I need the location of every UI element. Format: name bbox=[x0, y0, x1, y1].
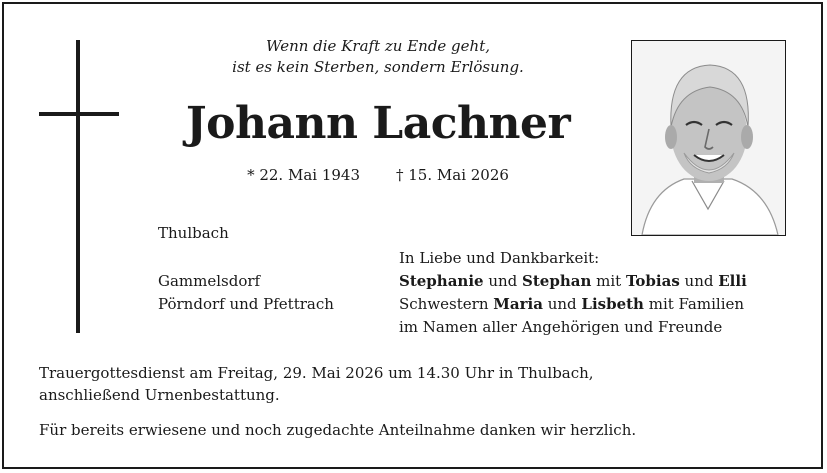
death-date: † 15. Mai 2026 bbox=[396, 166, 509, 184]
mourner-elli: Elli bbox=[718, 272, 747, 290]
portrait-photo-image bbox=[632, 41, 785, 235]
mourner-stephanie: Stephanie bbox=[399, 272, 484, 290]
mourners-line-1 bbox=[399, 270, 747, 293]
deceased-name: Johann Lachner bbox=[185, 98, 571, 149]
mourner-maria: Maria bbox=[493, 295, 543, 313]
cross-vertical-bar bbox=[76, 40, 80, 333]
motto-line-2: ist es kein Sterben, sondern Erlösung. bbox=[232, 58, 524, 76]
mourner-lisbeth: Lisbeth bbox=[581, 295, 644, 313]
word-und-1: und bbox=[483, 272, 523, 290]
mourner-stephan: Stephan bbox=[522, 272, 592, 290]
word-schwestern: Schwestern bbox=[399, 295, 494, 313]
word-mit-1: mit bbox=[591, 272, 626, 290]
service-line-2: anschließend Urnenbestattung. bbox=[39, 386, 280, 404]
mourner-tobias: Tobias bbox=[625, 272, 680, 290]
life-dates bbox=[160, 165, 596, 185]
place-porndorf: Pörndorf und Pfettrach bbox=[158, 295, 334, 313]
mourners-intro: In Liebe und Dankbarkeit: bbox=[399, 249, 600, 267]
cross-horizontal-bar bbox=[39, 112, 119, 116]
mourners-line-2 bbox=[399, 293, 744, 316]
word-und-3: und bbox=[542, 295, 582, 313]
birth-date: * 22. Mai 1943 bbox=[247, 166, 360, 184]
place-gammelsdorf: Gammelsdorf bbox=[158, 272, 261, 290]
motto-line-1: Wenn die Kraft zu Ende geht, bbox=[266, 37, 490, 55]
thanks-line: Für bereits erwiesene und noch zugedachte Anteilnahme danken wir herzlich. bbox=[39, 421, 637, 439]
word-und-2: und bbox=[679, 272, 719, 290]
service-line-1: Trauergottesdienst am Freitag, 29. Mai 2026 um 14.30 Uhr in Thulbach, bbox=[39, 364, 594, 382]
word-mit-familien: mit Familien bbox=[643, 295, 745, 313]
mourners-line-3: im Namen aller Angehörigen und Freunde bbox=[399, 318, 723, 336]
place-thulbach: Thulbach bbox=[158, 224, 229, 242]
motto bbox=[160, 36, 596, 78]
portrait-photo bbox=[631, 40, 786, 236]
